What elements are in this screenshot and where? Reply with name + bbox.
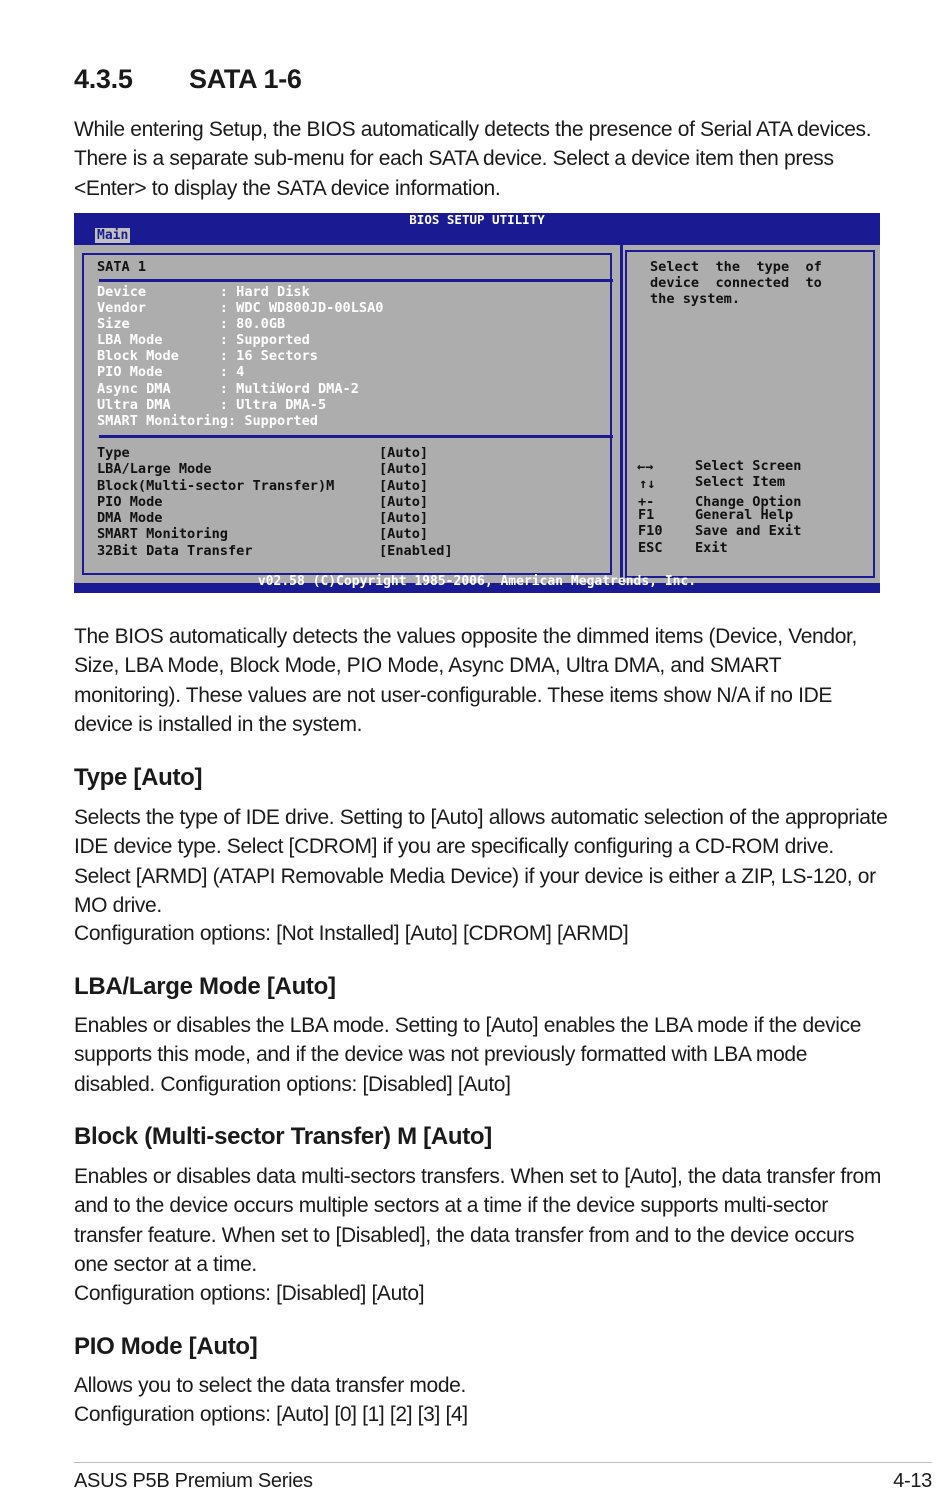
item-body-block: Enables or disables data multi-sectors transfers. When set to [Auto], the data transfer from and to the device occurs multiple sectors at a time if the device supports multi-sector transfer feature. When set to [Disabled], the data transfer from and to the device occurs one sector at a time. <box>74 1165 882 1276</box>
item-heading-block: Block (Multi-sector Transfer) M [Auto] <box>74 1123 492 1150</box>
bios-info-row: LBA Mode : Supported <box>97 332 310 348</box>
bios-option-value[interactable]: [Auto] <box>379 445 429 461</box>
item-config-pio: Configuration options: [Auto] [0] [1] [2] [3] [4] <box>74 1403 468 1426</box>
key-action: Select Screen <box>695 458 802 474</box>
bios-info-row: Device : Hard Disk <box>97 284 310 300</box>
bios-info-row: Size : 80.0GB <box>97 316 286 332</box>
item-config-type: Configuration options: [Not Installed] [Auto] [CDROM] [ARMD] <box>74 922 629 945</box>
bios-option-label[interactable]: PIO Mode <box>97 494 163 510</box>
item-body-lba: Enables or disables the LBA mode. Setting to [Auto] enables the LBA mode if the device supports this mode, and if the device was not previously formatted with LBA mode disabled. Configuration options: [Disabled] [Auto] <box>74 1014 862 1096</box>
help-text-line: device connected to <box>650 275 822 291</box>
bios-option-value[interactable]: [Auto] <box>379 461 429 477</box>
bios-settings-panel <box>74 245 620 583</box>
bios-option-label[interactable]: LBA/Large Mode <box>97 461 212 477</box>
bios-option-value[interactable]: [Auto] <box>379 510 429 526</box>
item-config-block: Configuration options: [Disabled] [Auto] <box>74 1282 425 1305</box>
key-label: F1 <box>638 507 655 523</box>
help-text-line: Select the type of <box>650 259 822 275</box>
key-action: Select Item <box>695 474 786 490</box>
bios-title: BIOS SETUP UTILITY <box>409 212 545 227</box>
key-action: General Help <box>695 507 794 523</box>
bios-option-value[interactable]: [Auto] <box>379 526 429 542</box>
bios-info-row: Async DMA : MultiWord DMA-2 <box>97 381 359 397</box>
bios-option-label[interactable]: SMART Monitoring <box>97 526 228 542</box>
bios-option-label[interactable]: DMA Mode <box>97 510 163 526</box>
bios-info-row: SMART Monitoring: Supported <box>97 413 318 429</box>
bios-tab-main: Main <box>97 228 129 243</box>
bios-copyright: v02.58 (C)Copyright 1985-2006, American Megatrends, Inc. <box>257 574 697 589</box>
footer-page-number: 4-13 <box>893 1470 932 1492</box>
intro-paragraph: While entering Setup, the BIOS automatically detects the presence of Serial ATA devices. There is a separate sub-menu for each SATA device. Select a device item then press <Enter> to display the SATA device information. <box>74 118 872 200</box>
key-action: Exit <box>695 540 728 556</box>
footer-rule <box>74 1462 932 1463</box>
item-heading-pio: PIO Mode [Auto] <box>74 1333 258 1360</box>
footer-product: ASUS P5B Premium Series <box>74 1470 313 1492</box>
key-action: Change Option <box>695 494 802 510</box>
section-title: SATA 1-6 <box>189 64 302 94</box>
bios-option-value[interactable]: [Auto] <box>379 478 429 494</box>
item-heading-type: Type [Auto] <box>74 764 203 791</box>
bios-option-value[interactable]: [Auto] <box>379 494 429 510</box>
key-action: Save and Exit <box>695 523 802 539</box>
bios-screenshot <box>74 213 880 593</box>
bios-info-row: PIO Mode : 4 <box>97 364 245 380</box>
bios-help-panel <box>623 245 880 583</box>
after-bios-paragraph: The BIOS automatically detects the values opposite the dimmed items (Device, Vendor, Size, LBA Mode, Block Mode, PIO Mode, Async DMA, Ultra DMA, and SMART monitoring). These values are not user-configurable. These items show N/A if no IDE device is installed in the system. <box>74 625 858 736</box>
bios-separator-top <box>99 279 613 282</box>
item-body-type: Selects the type of IDE drive. Setting to [Auto] allows automatic selection of the appropriate IDE device type. Select [CDROM] if you are specifically configuring a CD-ROM drive. Select [ARMD] (ATAPI Removable Media Device) if your device is either a ZIP, LS-120, or MO drive. <box>74 806 888 917</box>
bios-option-label[interactable]: 32Bit Data Transfer <box>97 543 253 559</box>
key-label: ESC <box>638 540 663 556</box>
bios-panel-title: SATA 1 <box>97 259 147 275</box>
bios-separator-bottom <box>99 435 613 438</box>
bios-option-label[interactable]: Block(Multi-sector Transfer)M <box>97 478 335 494</box>
up-down-arrows-icon: ↑↓ <box>639 476 656 492</box>
bios-info-row: Vendor : WDC WD800JD-00LSA0 <box>97 300 384 316</box>
item-body-pio: Allows you to select the data transfer mode. <box>74 1374 466 1397</box>
bios-info-row: Ultra DMA : Ultra DMA-5 <box>97 397 327 413</box>
item-heading-lba: LBA/Large Mode [Auto] <box>74 973 336 1000</box>
bios-option-value[interactable]: [Enabled] <box>379 543 453 559</box>
bios-option-label[interactable]: Type <box>97 445 130 461</box>
section-heading <box>74 64 302 95</box>
help-text-line: the system. <box>650 291 741 307</box>
bios-info-row: Block Mode : 16 Sectors <box>97 348 318 364</box>
key-label: F10 <box>638 523 663 539</box>
section-number: 4.3.5 <box>74 64 133 94</box>
key-label: +- <box>638 494 655 510</box>
left-right-arrows-icon: ←→ <box>637 459 654 475</box>
